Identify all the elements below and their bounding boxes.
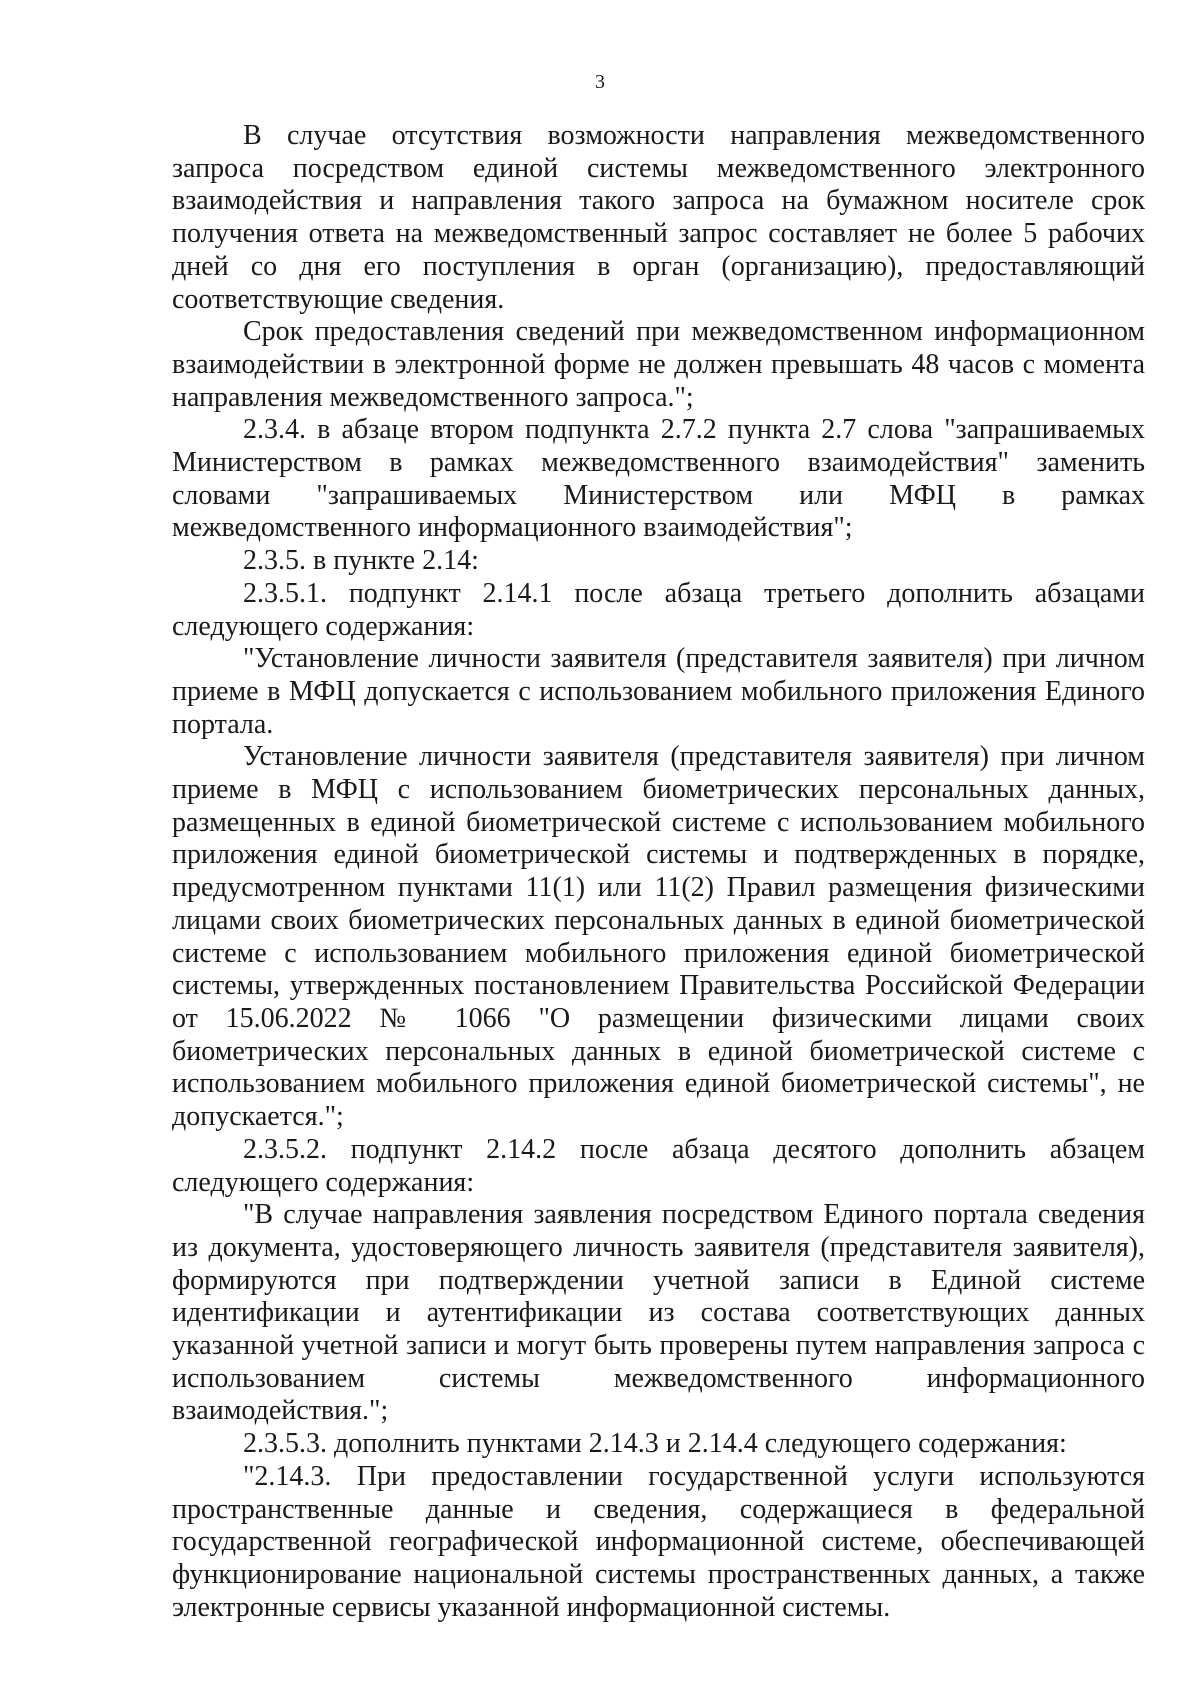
paragraph-2-14-3: "2.14.3. При предоставлении государственной услуги используются пространственные данные и сведения, содержащиеся в федеральной государственной географической информационной системе, обеспечивающей функционирование национальной системы пространственных данных, а также электронные сервисы указанной информационной системы.: [172, 1460, 1145, 1623]
paragraph-unified-portal-identity: "В случае направления заявления посредством Единого портала сведения из документа, удостоверяющего личность заявителя (представителя заявителя), формируются при подтверждении учетной записи в Единой системе идентификации и аутентификации из состава соответствующих данных указанной учетной записи и могут быть проверены путем направления запроса с использованием системы межведомственного информационного взаимодействия.";: [172, 1199, 1145, 1427]
paragraph-2-3-5: 2.3.5. в пункте 2.14:: [243, 545, 479, 577]
paragraph-interagency-request-paper: В случае отсутствия возможности направления межведомственного запроса посредством единой системы межведомственного электронного взаимодействия и направления такого запроса на бумажном носителе срок получения ответа на межведомственный запрос составляет не более 5 рабочих дней со дня его поступления в орган (организацию), предоставляющий соответствующие сведения.: [172, 120, 1145, 315]
paragraph-2-3-4: 2.3.4. в абзаце втором подпункта 2.7.2 пункта 2.7 слова "запрашиваемых Министерством в рамках межведомственного взаимодействия" заменить словами "запрашиваемых Министерством или МФЦ в рамках межведомственного информационного взаимодействия";: [172, 414, 1145, 544]
document-body: [172, 120, 1145, 1624]
paragraph-2-3-5-3: 2.3.5.3. дополнить пунктами 2.14.3 и 2.14.4 следующего содержания:: [243, 1428, 1067, 1460]
paragraph-2-3-5-1: 2.3.5.1. подпункт 2.14.1 после абзаца третьего дополнить абзацами следующего содержания:: [172, 577, 1145, 642]
paragraph-2-3-5-2: 2.3.5.2. подпункт 2.14.2 после абзаца десятого дополнить абзацем следующего содержания:: [172, 1133, 1145, 1198]
paragraph-identity-mobile-app: "Установление личности заявителя (представителя заявителя) при личном приеме в МФЦ допускается с использованием мобильного приложения Единого портала.: [172, 643, 1145, 740]
paragraph-response-deadline: Срок предоставления сведений при межведомственном информационном взаимодействии в электронной форме не должен превышать 48 часов с момента направления межведомственного запроса.";: [172, 316, 1145, 413]
page-number: 3: [595, 71, 605, 93]
paragraph-identity-biometric: Установление личности заявителя (представителя заявителя) при личном приеме в МФЦ с использованием биометрических персональных данных, размещенных в единой биометрической системе с использованием мобильного приложения единой биометрической системы и подтвержденных в порядке, предусмотренном пунктами 11(1) или 11(2) Правил размещения физическими лицами своих биометрических персональных данных в единой биометрической системе с использованием мобильного приложения единой биометрической системы, утвержденных постановлением Правительства Российской Федерации от 15.06.2022 № 1066 "О размещении физическими лицами своих биометрических персональных данных в единой биометрической системе с использованием мобильного приложения единой биометрической системы", не допускается.";: [172, 741, 1145, 1133]
